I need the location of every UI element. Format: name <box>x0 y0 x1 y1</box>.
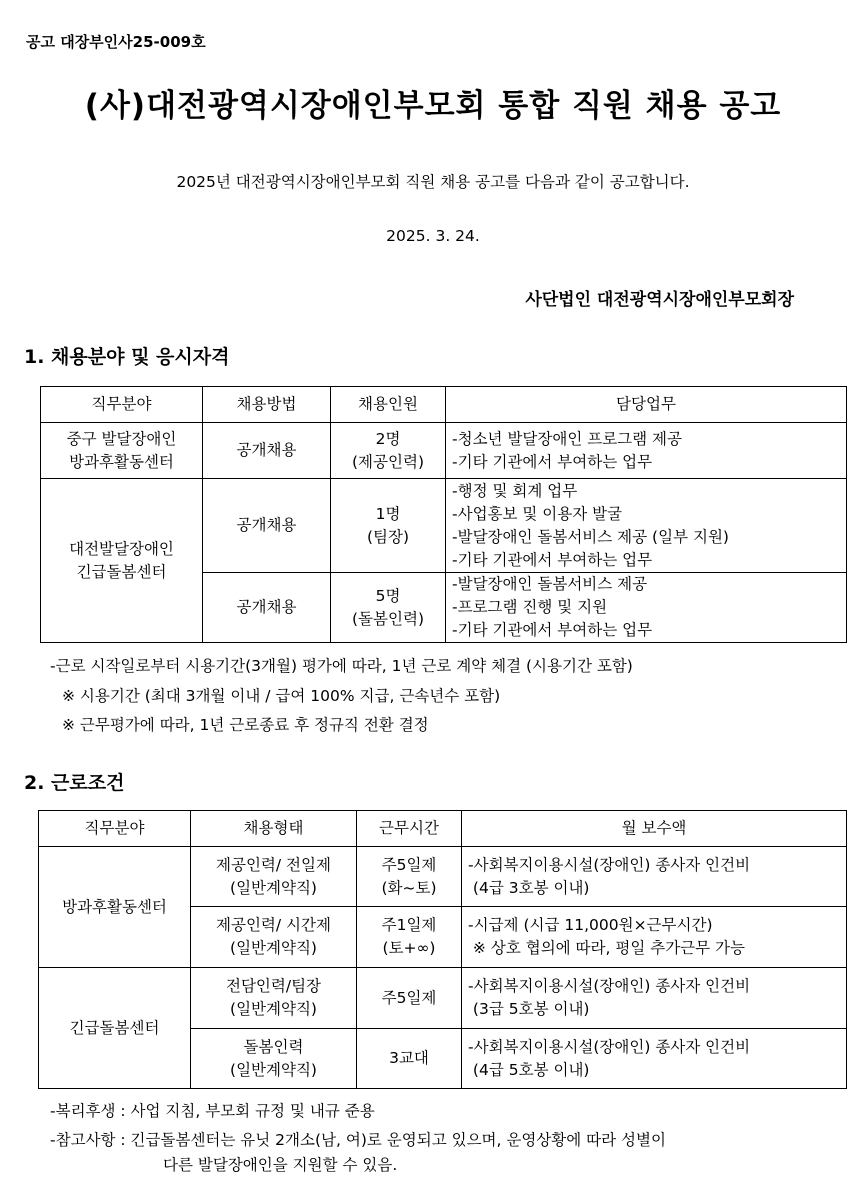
header-cell: 근무시간 <box>357 811 462 847</box>
hours-cell: 주5일제 <box>357 968 462 1029</box>
page-title: (사)대전광역시장애인부모회 통합 직원 채용 공고 <box>84 88 782 124</box>
field-cell: 방과후활동센터 <box>39 847 191 968</box>
section2-heading: 2. 근로조건 <box>24 772 125 794</box>
hours-cell: 3교대 <box>357 1029 462 1089</box>
note-welfare: -복리후생 : 사업 지침, 부모회 규정 및 내규 준용 <box>50 1102 375 1120</box>
section1-heading: 1. 채용분야 및 응시자격 <box>24 346 230 368</box>
announcement-date: 2025. 3. 24. <box>386 227 480 245</box>
table-header-row <box>39 811 847 847</box>
field-cell: 긴급돌봄센터 <box>39 968 191 1089</box>
hours-cell: 주1일제 (토+∞) <box>357 907 462 968</box>
table-row <box>41 423 847 479</box>
document-number: 공고 대장부인사25-009호 <box>26 33 206 51</box>
note-reference: -참고사항 : 긴급돌봄센터는 유닛 2개소(남, 여)로 운영되고 있으며, 운영상황에 따라 성별이 <box>50 1131 666 1149</box>
note-probation: -근로 시작일로부터 시용기간(3개월) 평가에 따라, 1년 근로 계약 체결 (시용기간 포함) <box>50 657 633 675</box>
header-cell: 채용방법 <box>203 387 331 423</box>
type-cell: 제공인력/ 전일제 (일반계약직) <box>191 847 357 907</box>
working-conditions-table <box>38 810 847 1089</box>
method-cell: 공개채용 <box>203 479 331 573</box>
issuer-name: 사단법인 대전광역시장애인부모회장 <box>525 290 794 310</box>
pay-cell: -시급제 (시급 11,000원×근무시간) ※ 상호 협의에 따라, 평일 추가근무 가능 <box>462 907 847 968</box>
count-cell: 2명 (제공인력) <box>331 423 446 479</box>
note-evaluation: ※ 근무평가에 따라, 1년 근로종료 후 정규직 전환 결정 <box>62 716 429 734</box>
duties-cell: -발달장애인 돌봄서비스 제공 -프로그램 진행 및 지원 -기타 기관에서 부여하는 업무 <box>446 573 847 643</box>
field-cell: 대전발달장애인 긴급돌봄센터 <box>41 479 203 643</box>
count-cell: 5명 (돌봄인력) <box>331 573 446 643</box>
pay-cell: -사회복지이용시설(장애인) 종사자 인건비 (4급 3호봉 이내) <box>462 847 847 907</box>
header-cell: 직무분야 <box>41 387 203 423</box>
header-cell: 채용형태 <box>191 811 357 847</box>
recruitment-table <box>40 386 847 643</box>
table-header-row <box>41 387 847 423</box>
type-cell: 돌봄인력 (일반계약직) <box>191 1029 357 1089</box>
table-row <box>41 479 847 573</box>
header-cell: 담당업무 <box>446 387 847 423</box>
table-row <box>39 847 847 907</box>
pay-cell: -사회복지이용시설(장애인) 종사자 인건비 (4급 5호봉 이내) <box>462 1029 847 1089</box>
note-reference-continued: 다른 발달장애인을 지원할 수 있음. <box>163 1156 398 1174</box>
intro-text: 2025년 대전광역시장애인부모회 직원 채용 공고를 다음과 같이 공고합니다. <box>176 173 690 191</box>
hours-cell: 주5일제 (화~토) <box>357 847 462 907</box>
header-cell: 채용인원 <box>331 387 446 423</box>
method-cell: 공개채용 <box>203 573 331 643</box>
header-cell: 직무분야 <box>39 811 191 847</box>
duties-cell: -행정 및 회계 업무 -사업홍보 및 이용자 발굴 -발달장애인 돌봄서비스 제공 (일부 지원) -기타 기관에서 부여하는 업무 <box>446 479 847 573</box>
duties-cell: -청소년 발달장애인 프로그램 제공 -기타 기관에서 부여하는 업무 <box>446 423 847 479</box>
table-row <box>39 968 847 1029</box>
type-cell: 제공인력/ 시간제 (일반계약직) <box>191 907 357 968</box>
count-cell: 1명 (팀장) <box>331 479 446 573</box>
header-cell: 월 보수액 <box>462 811 847 847</box>
note-probation-detail: ※ 시용기간 (최대 3개월 이내 / 급여 100% 지급, 근속년수 포함) <box>62 687 501 705</box>
method-cell: 공개채용 <box>203 423 331 479</box>
type-cell: 전담인력/팀장 (일반계약직) <box>191 968 357 1029</box>
field-cell: 중구 발달장애인 방과후활동센터 <box>41 423 203 479</box>
pay-cell: -사회복지이용시설(장애인) 종사자 인건비 (3급 5호봉 이내) <box>462 968 847 1029</box>
